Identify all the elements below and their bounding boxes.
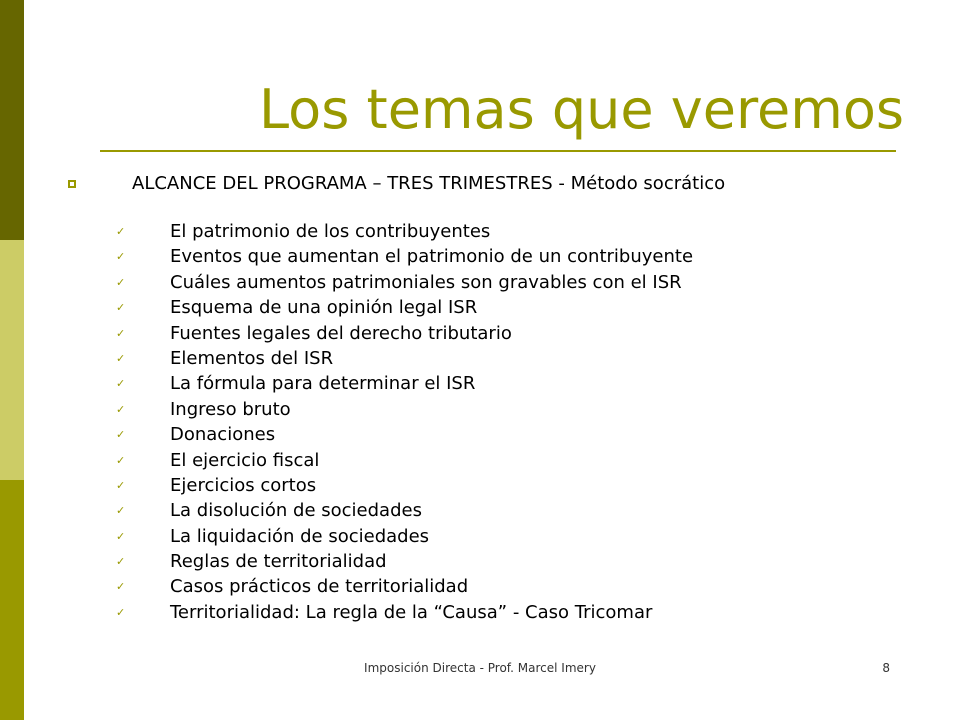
topic-text: La disolución de sociedades [170, 500, 422, 522]
sidebar-decoration [0, 0, 24, 720]
topic-text: Ingreso bruto [170, 398, 291, 420]
main-bullet-text: ALCANCE DEL PROGRAMA – TRES TRIMESTRES - Método socrático [132, 173, 726, 194]
checkmark-icon: ✓ [116, 580, 126, 594]
topic-text: El patrimonio de los contribuyentes [170, 221, 491, 242]
checkmark-icon: ✓ [116, 250, 126, 264]
checkmark-icon: ✓ [116, 504, 126, 518]
topic-text: Elementos del ISR [170, 347, 334, 369]
topic-text: Fuentes legales del derecho tributario [170, 322, 512, 344]
topic-text: Territorialidad: La regla de la “Causa” - Caso Tricomar [170, 601, 653, 623]
checkmark-icon: ✓ [116, 301, 126, 315]
topic-text: Donaciones [170, 424, 276, 446]
checkmark-icon: ✓ [116, 225, 126, 238]
checkmark-icon: ✓ [116, 377, 126, 391]
checkmark-icon: ✓ [116, 402, 126, 416]
square-bullet-icon [68, 180, 76, 188]
topic-text: La liquidación de sociedades [170, 525, 430, 547]
topic-text: Reglas de territorialidad [170, 551, 387, 573]
checkmark-icon: ✓ [116, 605, 126, 619]
main-bullet-item [68, 170, 888, 198]
title-divider [100, 150, 896, 152]
checkmark-icon: ✓ [116, 428, 126, 442]
topic-text: Esquema de una opinión legal ISR [170, 297, 478, 319]
sidebar-segment-bottom [0, 480, 24, 720]
checkmark-icon: ✓ [116, 326, 126, 340]
sidebar-segment-middle [0, 240, 24, 480]
topic-text: La fórmula para determinar el ISR [170, 373, 476, 395]
topic-text: Ejercicios cortos [170, 474, 317, 496]
topic-text: Casos prácticos de territorialidad [170, 576, 469, 598]
topic-text: El ejercicio fiscal [170, 449, 320, 471]
checkmark-icon: ✓ [116, 478, 126, 492]
slide-title: Los temas que veremos [259, 78, 904, 141]
page-number: 8 [882, 661, 890, 675]
checkmark-icon: ✓ [116, 275, 126, 289]
checkmark-icon: ✓ [116, 529, 126, 543]
checkmark-icon: ✓ [116, 453, 126, 467]
footer-text: Imposición Directa - Prof. Marcel Imery [364, 661, 596, 675]
topic-text: Eventos que aumentan el patrimonio de un contribuyente [170, 246, 694, 268]
checkmark-icon: ✓ [116, 555, 126, 569]
topic-text: Cuáles aumentos patrimoniales son gravables con el ISR [170, 271, 682, 293]
checkmark-icon: ✓ [116, 351, 126, 365]
sidebar-segment-top [0, 0, 24, 240]
